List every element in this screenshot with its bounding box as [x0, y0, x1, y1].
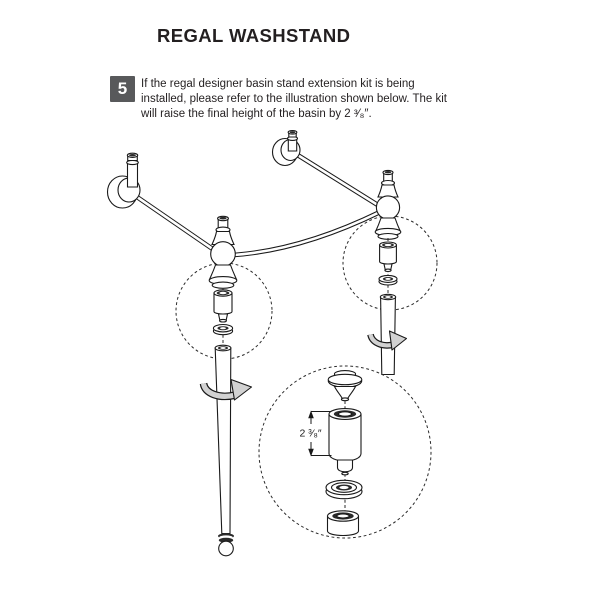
- dimension-label: 2 ³⁄₈″: [299, 427, 322, 440]
- page-title: REGAL WASHSTAND: [157, 25, 351, 46]
- extension-parts-right: [379, 238, 397, 298]
- front-rail: [234, 212, 380, 255]
- extension-spacer-left: [214, 290, 232, 322]
- leg-joint-right: [375, 170, 401, 239]
- step-text-line-2: installed, please refer to the illustration shown below. The kit: [141, 93, 447, 106]
- step-text-line-1: If the regal designer basin stand extension kit is being: [141, 78, 415, 90]
- detail-washer: [326, 480, 362, 498]
- arrowhead-icon: [390, 331, 407, 350]
- step-text-line-3: will raise the final height of the basin by 2 ³⁄₈″.: [141, 108, 372, 121]
- washer-right: [379, 275, 397, 285]
- arrowhead-icon: [231, 380, 252, 401]
- foot-ball: [219, 541, 234, 556]
- detail-joint-base: [328, 371, 362, 401]
- side-rail-left: [137, 197, 217, 252]
- dimension-annotation: [299, 411, 331, 457]
- extension-spacer-right: [380, 242, 397, 271]
- extension-parts-left: [213, 288, 232, 346]
- leg-left: [215, 345, 234, 556]
- washer-left: [213, 325, 232, 335]
- leg-joint-left: [209, 216, 237, 288]
- detail-circle: [259, 366, 431, 538]
- side-rail-right: [296, 154, 381, 207]
- wall-bracket-left: [108, 153, 141, 208]
- detail-leg-top: [328, 511, 359, 536]
- step-number-badge: 5: [110, 76, 135, 102]
- wall-bracket-right: [273, 131, 301, 166]
- detail-extension-spacer: [329, 409, 361, 475]
